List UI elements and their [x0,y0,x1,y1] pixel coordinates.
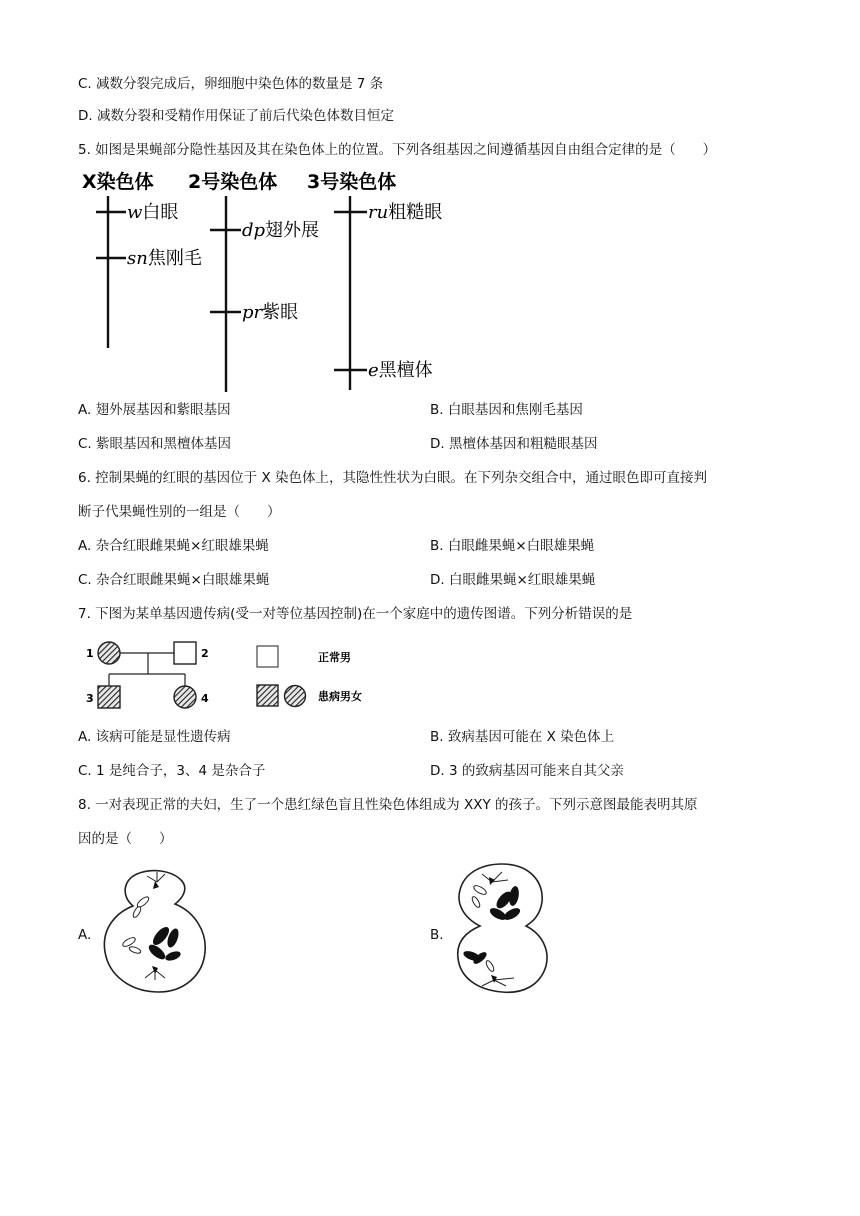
q5-option-a: A. 翅外展基因和紫眼基因 [78,402,231,418]
chrom-3-label: 3号染色体 [307,171,397,193]
gene-name: 黑檀体 [378,360,433,381]
q6-stem-line2: 断子代果蝇性别的一组是（ ） [78,504,281,520]
pedigree-id-4: 4 [201,692,209,705]
q6-option-b: B. 白眼雌果蝇×白眼雄果蝇 [430,538,595,554]
dividing-cell-a [99,866,211,998]
gene-symbol: pr [242,302,263,323]
pedigree-id-1: 1 [86,647,94,660]
legend-affected-male-icon [257,685,278,706]
legend-affected-female-icon [285,686,306,707]
legend-normal-male-icon [257,646,278,667]
q7-option-c: C. 1 是纯合子，3、4 是杂合子 [78,763,266,779]
q7-option-d: D. 3 的致病基因可能来自其父亲 [430,763,624,779]
gene-sn [127,248,202,269]
dividing-cell-b [452,860,552,996]
q6-option-a: A. 杂合红眼雌果蝇×红眼雄果蝇 [78,538,269,554]
chrom-x-label: X染色体 [82,171,154,193]
q4-option-d: D. 减数分裂和受精作用保证了前后代染色体数目恒定 [78,108,394,124]
q6-stem-line1: 6. 控制果蝇的红眼的基因位于 X 染色体上，其隐性性状为白眼。在下列杂交组合中，通过眼色即可直接判 [78,470,708,486]
normal-male-2 [174,642,196,664]
affected-male-3 [98,686,120,708]
pedigree-id-3: 3 [86,692,94,705]
gene-name: 翅外展 [265,220,320,241]
gene-symbol: ru [368,202,389,223]
q7-option-a: A. 该病可能是显性遗传病 [78,729,231,745]
gene-name: 紫眼 [262,302,299,323]
q8-option-a-label: A. [78,927,92,943]
gene-e [368,360,433,381]
q8-stem-line1: 8. 一对表现正常的夫妇，生了一个患红绿色盲且性染色体组成为 XXY 的孩子。下列示意图最能表明其原 [78,797,698,813]
gene-dp [242,220,319,241]
q5-option-b: B. 白眼基因和焦刚毛基因 [430,402,583,418]
q6-option-c: C. 杂合红眼雌果蝇×白眼雄果蝇 [78,572,270,588]
cell-outline [458,864,547,992]
gene-name: 白眼 [142,202,179,223]
q8-stem-line2: 因的是（ ） [78,831,173,847]
affected-female-4 [174,686,196,708]
gene-symbol: dp [242,220,266,241]
q7-option-b: B. 致病基因可能在 X 染色体上 [430,729,615,745]
legend-normal-male-label: 正常男 [318,651,351,664]
pedigree-chart [82,636,392,716]
gene-name: 焦刚毛 [147,248,202,269]
q7-stem: 7. 下图为某单基因遗传病(受一对等位基因控制)在一个家庭中的遗传图谱。下列分析错误的是 [78,606,633,622]
gene-pr [242,302,298,323]
q6-option-d: D. 白眼雌果蝇×红眼雄果蝇 [430,572,596,588]
legend-affected-label: 患病男女 [318,690,362,703]
gene-w [127,202,178,223]
affected-female-1 [98,642,120,664]
gene-symbol: w [127,202,143,223]
q5-option-d: D. 黑檀体基因和粗糙眼基因 [430,436,598,452]
gene-symbol: sn [127,248,148,269]
q8-option-b-label: B. [430,927,444,943]
chromosome-gene-map [78,166,458,394]
pedigree-id-2: 2 [201,647,209,660]
gene-name: 粗糙眼 [388,202,443,223]
q5-option-c: C. 紫眼基因和黑檀体基因 [78,436,232,452]
chrom-2-label: 2号染色体 [188,171,278,193]
q5-stem: 5. 如图是果蝇部分隐性基因及其在染色体上的位置。下列各组基因之间遵循基因自由组合定律的是（ ） [78,142,717,158]
gene-ru [368,202,442,223]
gene-symbol: e [368,360,379,381]
q4-option-c: C. 减数分裂完成后，卵细胞中染色体的数量是 7 条 [78,76,384,92]
